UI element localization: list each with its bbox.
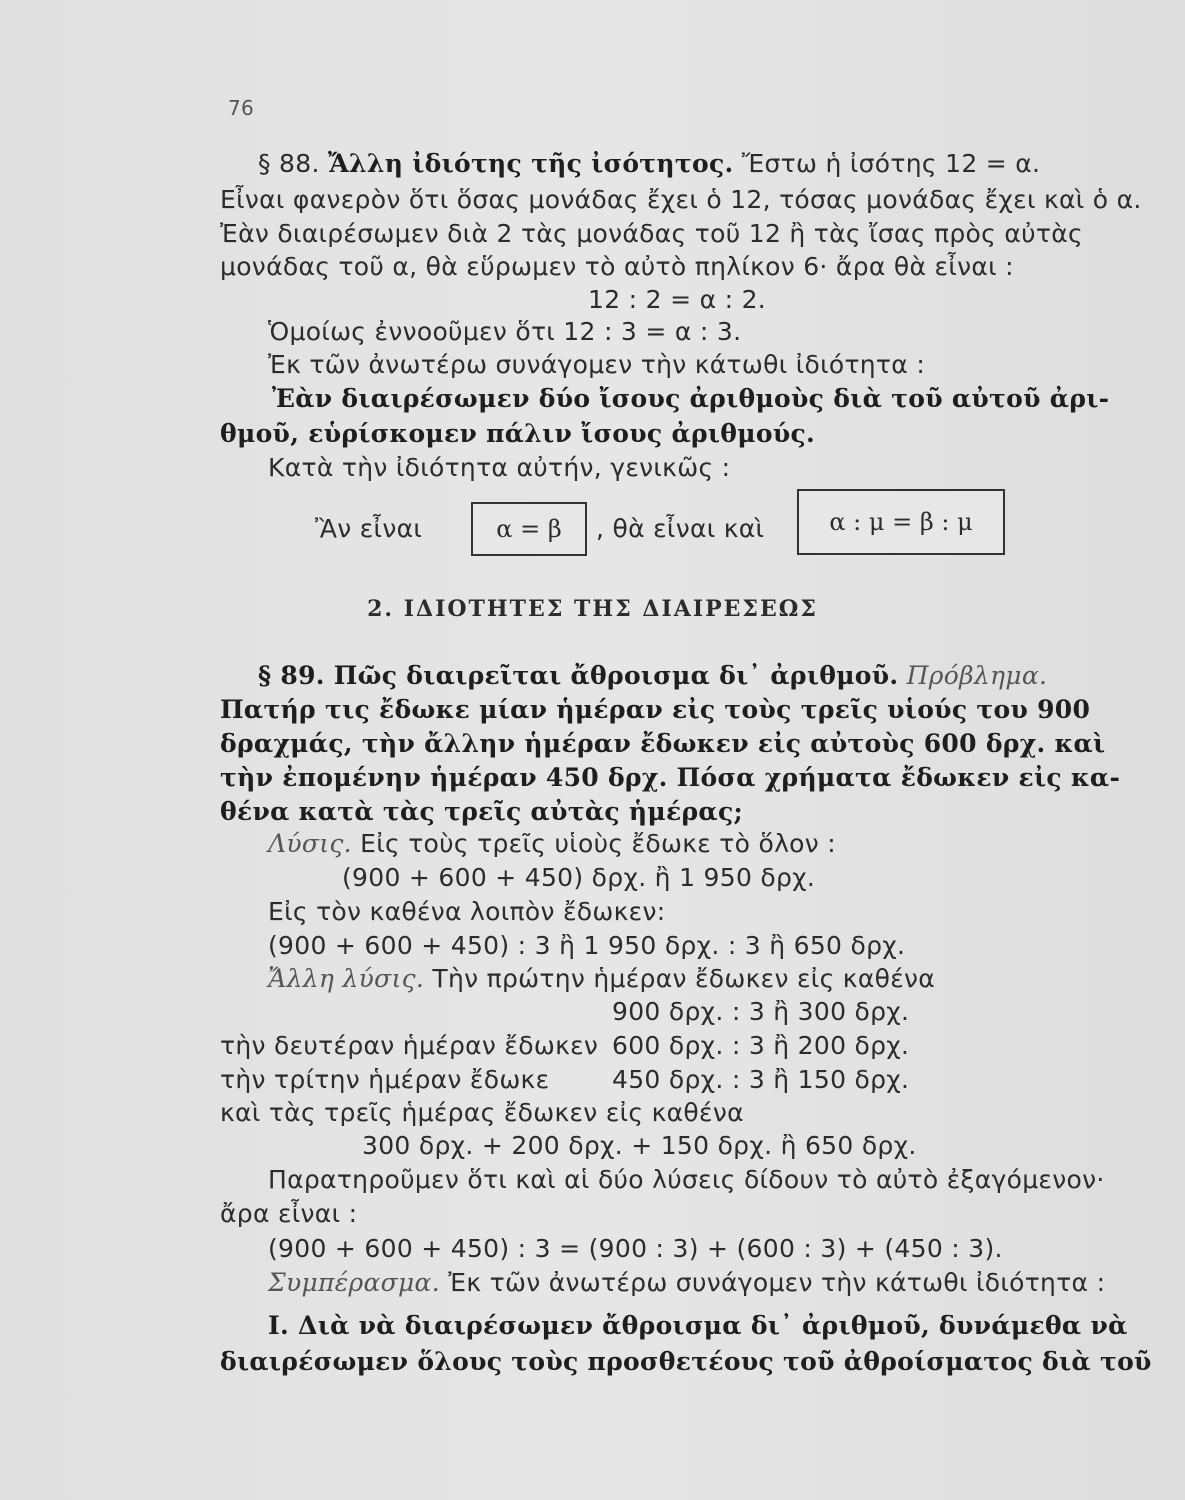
section-title: Ἄλλη ἰδιότης τῆς ἰσότητος. [327, 149, 734, 178]
rule-line: Ι. Διὰ νὰ διαιρέσωμεν ἄθροισμα δι᾽ ἀριθμοῦ, δυνάμεθα νὰ [268, 1311, 1128, 1340]
solution-line [268, 828, 836, 860]
heading-rest: Ἔστω ἡ ἰσότης 12 = α. [741, 149, 1041, 178]
text-line: Εἶναι φανερὸν ὅτι ὅσας μονάδας ἔχει ὁ 12, τόσας μονάδας ἔχει καὶ ὁ α. [220, 185, 1142, 214]
problem-line: Πατήρ τις ἔδωκε μίαν ἡμέραν εἰς τοὺς τρεῖς υἱούς του 900 [220, 695, 1091, 724]
section-heading: 2. ΙΔΙΟΤΗΤΕΣ ΤΗΣ ΔΙΑΙΡΕΣΕΩΣ [367, 596, 818, 622]
equation: (900 + 600 + 450) : 3 = (900 : 3) + (600 : 3) + (450 : 3). [268, 1234, 1003, 1263]
s88-heading-line [258, 148, 1040, 180]
conclusion-text: Ἐκ τῶν ἀνωτέρω συνάγομεν τὴν κάτωθι ἰδιότητα : [448, 1268, 1106, 1297]
if-text: Ἂν εἶναι [315, 514, 423, 543]
problem-label: Πρόβλημα. [906, 661, 1048, 690]
equation: 12 : 2 = α : 2. [588, 285, 767, 314]
section-title: § 89. Πῶς διαιρεῖται ἄθροισμα δι᾽ ἀριθμοῦ. [258, 661, 899, 690]
conclusion-label: Συμπέρασμα. [268, 1268, 440, 1297]
text-line: Ἐκ τῶν ἀνωτέρω συνάγομεν τὴν κάτωθι ἰδιότητα : [268, 350, 926, 379]
solution-text: Εἰς τοὺς τρεῖς υἱοὺς ἔδωκε τὸ ὅλον : [360, 829, 837, 858]
problem-line: δραχμάς, τὴν ἄλλην ἡμέραν ἔδωκεν εἰς αὐτοὺς 600 δρχ. καὶ [220, 729, 1106, 758]
alt-solution-line: τὴν δευτέραν ἡμέραν ἔδωκεν [220, 1031, 599, 1060]
section-number: § 88. [258, 149, 320, 178]
alt-solution-text: Τὴν πρώτην ἡμέραν ἔδωκεν εἰς καθένα [432, 964, 936, 993]
problem-line: θένα κατὰ τὰς τρεῖς αὐτὰς ἡμέρας; [220, 797, 744, 826]
s89-heading-line [258, 660, 1047, 692]
then-text: , θὰ εἶναι καὶ [596, 514, 765, 543]
rule-line: θμοῦ, εὑρίσκομεν πάλιν ἴσους ἀριθμούς. [220, 419, 816, 448]
alt-solution-line: καὶ τὰς τρεῖς ἡμέρας ἔδωκεν εἰς καθένα [220, 1098, 744, 1127]
conclusion-line [268, 1267, 1105, 1299]
observation-line: Παρατηροῦμεν ὅτι καὶ αἱ δύο λύσεις δίδουν τὸ αὐτὸ ἐξαγόμενον· [268, 1165, 1105, 1194]
solution-line: (900 + 600 + 450) δρχ. ἢ 1 950 δρχ. [342, 863, 816, 892]
alt-solution-label: Ἄλλη λύσις. [268, 964, 425, 993]
text-line: μονάδας τοῦ α, θὰ εὕρωμεν τὸ αὐτὸ πηλίκον 6· ἄρα θὰ εἶναι : [220, 252, 1014, 281]
problem-line: τὴν ἐπομένην ἡμέραν 450 δρχ. Πόσα χρήματα ἔδωκεν εἰς κα- [220, 763, 1121, 792]
solution-label: Λύσις. [268, 829, 352, 858]
alt-solution-line: τὴν τρίτην ἡμέραν ἔδωκε [220, 1065, 550, 1094]
rule-line: Ἐὰν διαιρέσωμεν δύο ἴσους ἀριθμοὺς διὰ τοῦ αὐτοῦ ἀρι- [272, 384, 1110, 413]
solution-line: (900 + 600 + 450) : 3 ἢ 1 950 δρχ. : 3 ἢ 650 δρχ. [268, 931, 906, 960]
formula-box: α : μ = β : μ [797, 489, 1005, 555]
alt-solution-line [268, 963, 935, 995]
page-number: 76 [228, 96, 255, 120]
formula-box: α = β [471, 502, 587, 556]
alt-solution-line: 300 δρχ. + 200 δρχ. + 150 δρχ. ἢ 650 δρχ. [362, 1131, 917, 1160]
alt-solution-line: 600 δρχ. : 3 ἢ 200 δρχ. [612, 1031, 910, 1060]
rule-line: διαιρέσωμεν ὅλους τοὺς προσθετέους τοῦ ἀθροίσματος διὰ τοῦ [220, 1347, 1152, 1376]
text-line: Ἐὰν διαιρέσωμεν διὰ 2 τὰς μονάδας τοῦ 12 ἢ τὰς ἴσας πρὸς αὐτὰς [220, 219, 1084, 248]
solution-line: Εἰς τὸν καθένα λοιπὸν ἔδωκεν: [268, 897, 666, 926]
observation-line: ἄρα εἶναι : [220, 1199, 358, 1228]
alt-solution-line: 900 δρχ. : 3 ἢ 300 δρχ. [612, 997, 910, 1026]
alt-solution-line: 450 δρχ. : 3 ἢ 150 δρχ. [612, 1065, 910, 1094]
text-line: Κατὰ τὴν ἰδιότητα αὐτήν, γενικῶς : [268, 453, 731, 482]
text-line: Ὁμοίως ἐννοοῦμεν ὅτι 12 : 3 = α : 3. [268, 317, 742, 346]
